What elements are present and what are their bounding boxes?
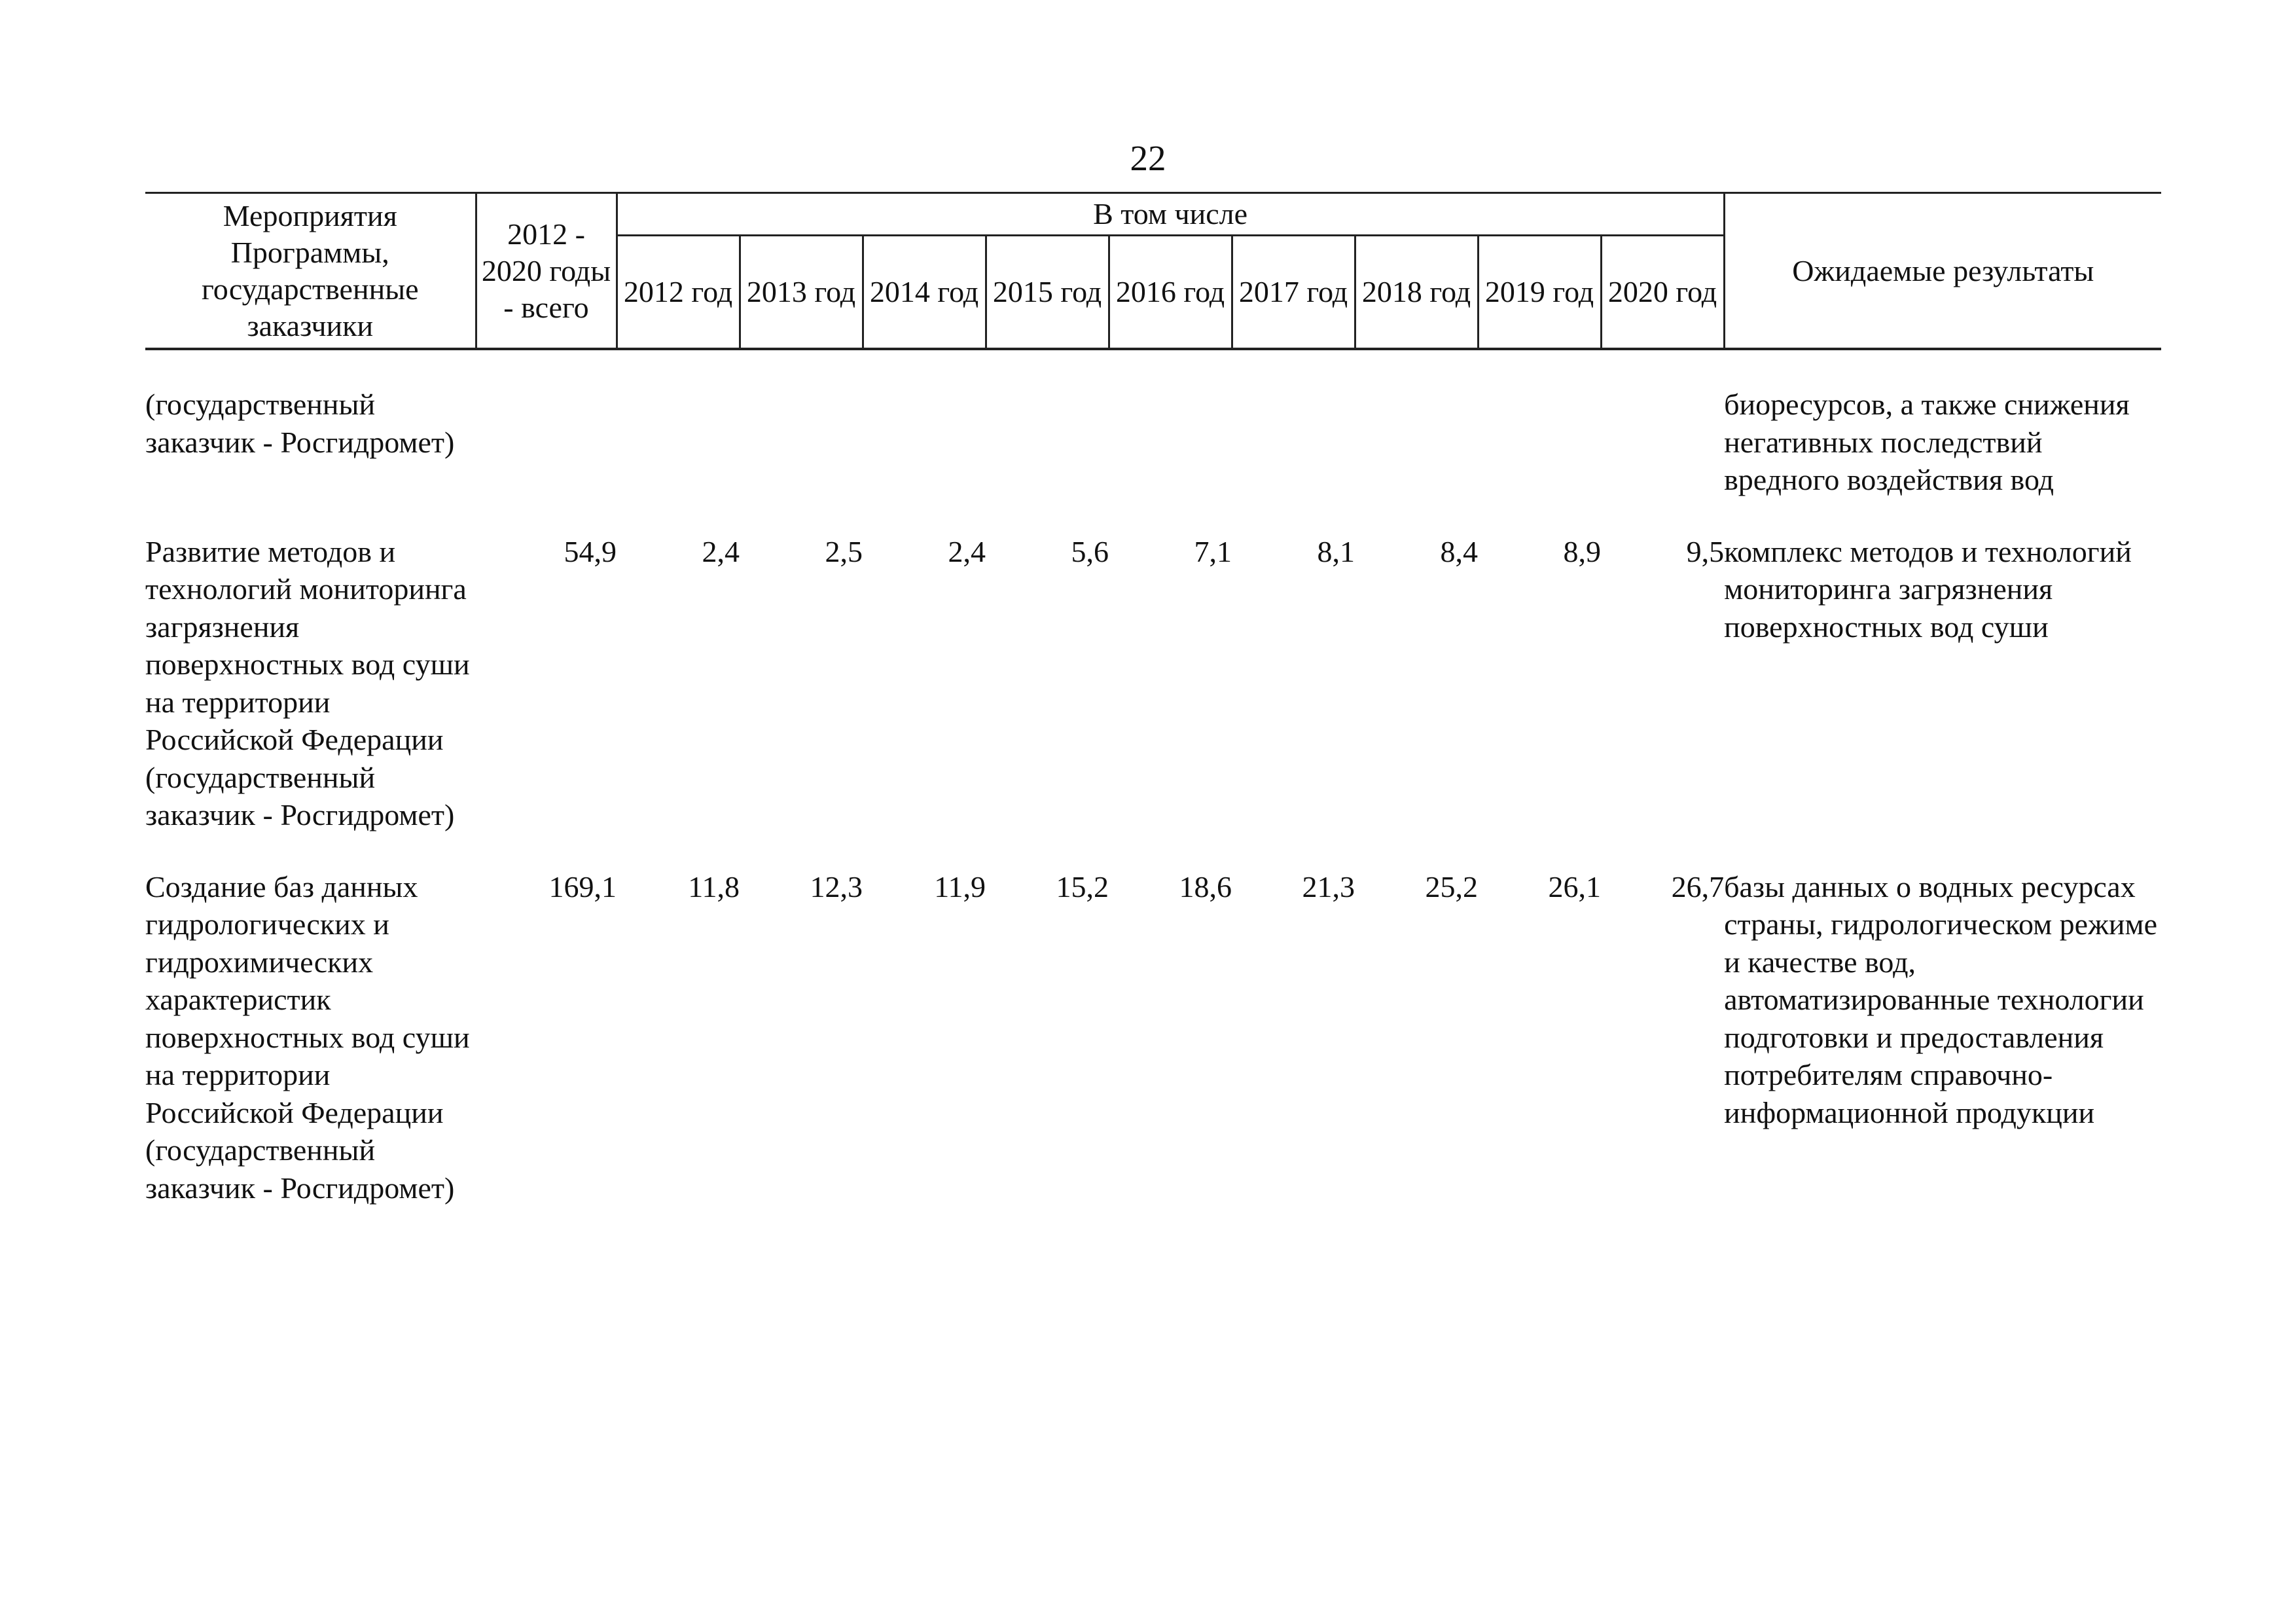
row-year-value: 8,1	[1317, 534, 1355, 568]
row-year-value	[1601, 386, 1724, 499]
row-year-value: 11,8	[688, 869, 740, 903]
row-year-value: 8,4	[1440, 534, 1478, 568]
row-year-value	[986, 386, 1109, 499]
header-year-2013: 2013 год	[740, 236, 863, 350]
row-year-value	[1355, 386, 1478, 499]
row-year-value	[863, 386, 986, 499]
header-year-2017: 2017 год	[1232, 236, 1355, 350]
page-number: 22	[1130, 138, 1166, 178]
row-year-value: 2,5	[825, 534, 863, 568]
program-table	[145, 192, 2161, 1207]
row-year-value: 8,9	[1563, 534, 1601, 568]
header-results: Ожидаемые результаты	[1724, 193, 2161, 350]
row-year-value: 21,3	[1302, 869, 1355, 903]
row-expected-result: базы данных о водных ресурсах страны, гидрологическом режиме и качестве вод, автоматизированные технологии подготовки и предоставления потребителям справочно-информационной продукции	[1724, 869, 2158, 1129]
header-measures: Мероприятия Программы, государственные заказчики	[145, 193, 476, 350]
row-year-value	[617, 386, 740, 499]
header-year-2018: 2018 год	[1355, 236, 1478, 350]
table-row	[145, 533, 2161, 834]
row-year-value: 26,7	[1671, 869, 1725, 903]
header-including: В том числе	[617, 193, 1724, 236]
row-measure-name: (государственный заказчик - Росгидромет)	[145, 388, 455, 459]
header-total: 2012 - 2020 годы - всего	[476, 193, 617, 350]
row-year-value	[1478, 386, 1601, 499]
row-expected-result: биоресурсов, а также снижения негативных последствий вредного воздействия вод	[1724, 388, 2130, 496]
row-year-value	[1232, 386, 1355, 499]
row-year-value	[740, 386, 863, 499]
row-year-value: 9,5	[1686, 534, 1725, 568]
table-body	[145, 349, 2161, 1207]
row-year-value: 2,4	[702, 534, 740, 568]
table-header	[145, 193, 2161, 350]
row-expected-result: комплекс методов и технологий мониторинга загрязнения поверхностных вод суши	[1724, 534, 2132, 644]
header-year-2014: 2014 год	[863, 236, 986, 350]
row-year-value: 2,4	[948, 534, 986, 568]
header-year-2020: 2020 год	[1601, 236, 1724, 350]
row-total: 54,9	[564, 534, 617, 568]
row-year-value: 15,2	[1056, 869, 1109, 903]
row-measure-name: Создание баз данных гидрологических и гидрохимических характеристик поверхностных вод суши на территории Российской Федерации (государственный заказчик - Росгидромет)	[145, 869, 470, 1205]
row-year-value: 26,1	[1548, 869, 1601, 903]
table-row	[145, 386, 2161, 499]
table-row	[145, 868, 2161, 1207]
row-year-value: 11,9	[934, 869, 986, 903]
row-year-value: 18,6	[1179, 869, 1232, 903]
row-measure-name: Развитие методов и технологий мониторинга загрязнения поверхностных вод суши на территории Российской Федерации (государственный заказчик - Росгидромет)	[145, 534, 470, 831]
row-year-value: 7,1	[1194, 534, 1232, 568]
row-year-value: 12,3	[810, 869, 863, 903]
header-year-2012: 2012 год	[617, 236, 740, 350]
row-total	[476, 386, 617, 499]
row-year-value: 5,6	[1071, 534, 1109, 568]
row-total: 169,1	[548, 869, 617, 903]
header-year-2015: 2015 год	[986, 236, 1109, 350]
header-year-2019: 2019 год	[1478, 236, 1601, 350]
row-year-value	[1109, 386, 1232, 499]
header-year-2016: 2016 год	[1109, 236, 1232, 350]
row-year-value: 25,2	[1425, 869, 1478, 903]
